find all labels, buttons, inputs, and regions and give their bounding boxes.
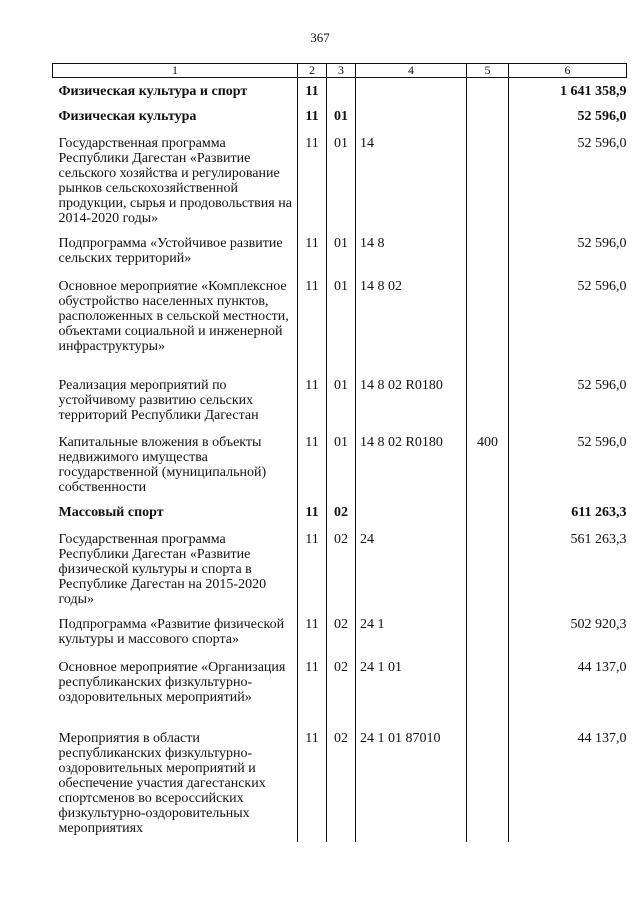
subsection-code-cell: 01 (327, 374, 356, 431)
target-article-cell (356, 105, 467, 132)
section-code-cell: 11 (298, 232, 327, 275)
amount-cell: 1 641 358,9 (509, 78, 627, 106)
amount-cell: 52 596,0 (509, 275, 627, 374)
table-row (53, 431, 627, 501)
target-article-cell: 14 8 02 (356, 275, 467, 374)
expense-type-cell (467, 132, 509, 232)
table-row (53, 656, 627, 727)
amount-cell: 502 920,3 (509, 613, 627, 656)
subsection-code-cell: 02 (327, 528, 356, 613)
expense-type-cell (467, 78, 509, 106)
expense-type-cell: 400 (467, 431, 509, 501)
expense-type-cell (467, 232, 509, 275)
row-name-cell: Государственная программа Республики Дагестан «Развитие физической культуры и спорта в Республике Дагестан на 2015-2020 годы» (53, 528, 298, 613)
expense-type-cell (467, 105, 509, 132)
column-header: 6 (509, 64, 627, 78)
amount-cell: 611 263,3 (509, 501, 627, 528)
target-article-cell (356, 78, 467, 106)
section-code-cell: 11 (298, 431, 327, 501)
subsection-code-cell: 01 (327, 275, 356, 374)
target-article-cell: 14 8 02 R0180 (356, 374, 467, 431)
expense-type-cell (467, 275, 509, 374)
column-header: 2 (298, 64, 327, 78)
amount-cell: 52 596,0 (509, 132, 627, 232)
target-article-cell: 14 8 02 R0180 (356, 431, 467, 501)
subsection-code-cell: 01 (327, 132, 356, 232)
amount-cell: 52 596,0 (509, 374, 627, 431)
table-row (53, 613, 627, 656)
section-code-cell: 11 (298, 132, 327, 232)
subsection-code-cell (327, 78, 356, 106)
table-row (53, 78, 627, 106)
subsection-code-cell: 01 (327, 232, 356, 275)
table-row (53, 374, 627, 431)
row-name-cell: Подпрограмма «Устойчивое развитие сельских территорий» (53, 232, 298, 275)
expense-type-cell (467, 501, 509, 528)
expense-type-cell (467, 613, 509, 656)
row-name-cell: Реализация мероприятий по устойчивому развитию сельских территорий Республики Дагестан (53, 374, 298, 431)
row-name-cell: Основное мероприятие «Организация республиканских физкультурно-оздоровительных мероприятий» (53, 656, 298, 727)
target-article-cell (356, 501, 467, 528)
target-article-cell: 14 (356, 132, 467, 232)
amount-cell: 52 596,0 (509, 232, 627, 275)
table-row (53, 528, 627, 613)
table-header-row (53, 64, 627, 78)
table-row (53, 132, 627, 232)
row-name-cell: Подпрограмма «Развитие физической культуры и массового спорта» (53, 613, 298, 656)
target-article-cell: 24 1 (356, 613, 467, 656)
subsection-code-cell: 01 (327, 105, 356, 132)
row-name-cell: Государственная программа Республики Дагестан «Развитие сельского хозяйства и регулирование рынков сельскохозяйственной продукции, сырья и продовольствия на 2014-2020 годы» (53, 132, 298, 232)
amount-cell: 52 596,0 (509, 431, 627, 501)
budget-table (52, 63, 627, 842)
table-row (53, 232, 627, 275)
table-row (53, 105, 627, 132)
target-article-cell: 14 8 (356, 232, 467, 275)
page-number: 367 (310, 30, 330, 45)
section-code-cell: 11 (298, 528, 327, 613)
section-code-cell: 11 (298, 501, 327, 528)
subsection-code-cell: 02 (327, 501, 356, 528)
table-row (53, 275, 627, 374)
subsection-code-cell: 01 (327, 431, 356, 501)
amount-cell: 44 137,0 (509, 727, 627, 842)
amount-cell: 44 137,0 (509, 656, 627, 727)
subsection-code-cell: 02 (327, 727, 356, 842)
expense-type-cell (467, 528, 509, 613)
section-code-cell: 11 (298, 105, 327, 132)
row-name-cell: Массовый спорт (53, 501, 298, 528)
amount-cell: 561 263,3 (509, 528, 627, 613)
target-article-cell: 24 (356, 528, 467, 613)
amount-cell: 52 596,0 (509, 105, 627, 132)
expense-type-cell (467, 374, 509, 431)
column-header: 4 (356, 64, 467, 78)
column-header: 3 (327, 64, 356, 78)
row-name-cell: Капитальные вложения в объекты недвижимого имущества государственной (муниципальной) собственности (53, 431, 298, 501)
section-code-cell: 11 (298, 613, 327, 656)
table-row (53, 501, 627, 528)
row-name-cell: Физическая культура и спорт (53, 78, 298, 106)
section-code-cell: 11 (298, 275, 327, 374)
section-code-cell: 11 (298, 78, 327, 106)
subsection-code-cell: 02 (327, 656, 356, 727)
row-name-cell: Основное мероприятие «Комплексное обустройство населенных пунктов, расположенных в сельской местности, объектами социальной и инженерной инфраструктуры» (53, 275, 298, 374)
section-code-cell: 11 (298, 727, 327, 842)
subsection-code-cell: 02 (327, 613, 356, 656)
row-name-cell: Мероприятия в области республиканских физкультурно-оздоровительных мероприятий и обеспечение участия дагестанских спортсменов во всероссийских физкультурно-оздоровительных мероприятиях (53, 727, 298, 842)
target-article-cell: 24 1 01 87010 (356, 727, 467, 842)
section-code-cell: 11 (298, 374, 327, 431)
expense-type-cell (467, 727, 509, 842)
expense-type-cell (467, 656, 509, 727)
table-row (53, 727, 627, 842)
column-header: 1 (53, 64, 298, 78)
target-article-cell: 24 1 01 (356, 656, 467, 727)
section-code-cell: 11 (298, 656, 327, 727)
column-header: 5 (467, 64, 509, 78)
row-name-cell: Физическая культура (53, 105, 298, 132)
